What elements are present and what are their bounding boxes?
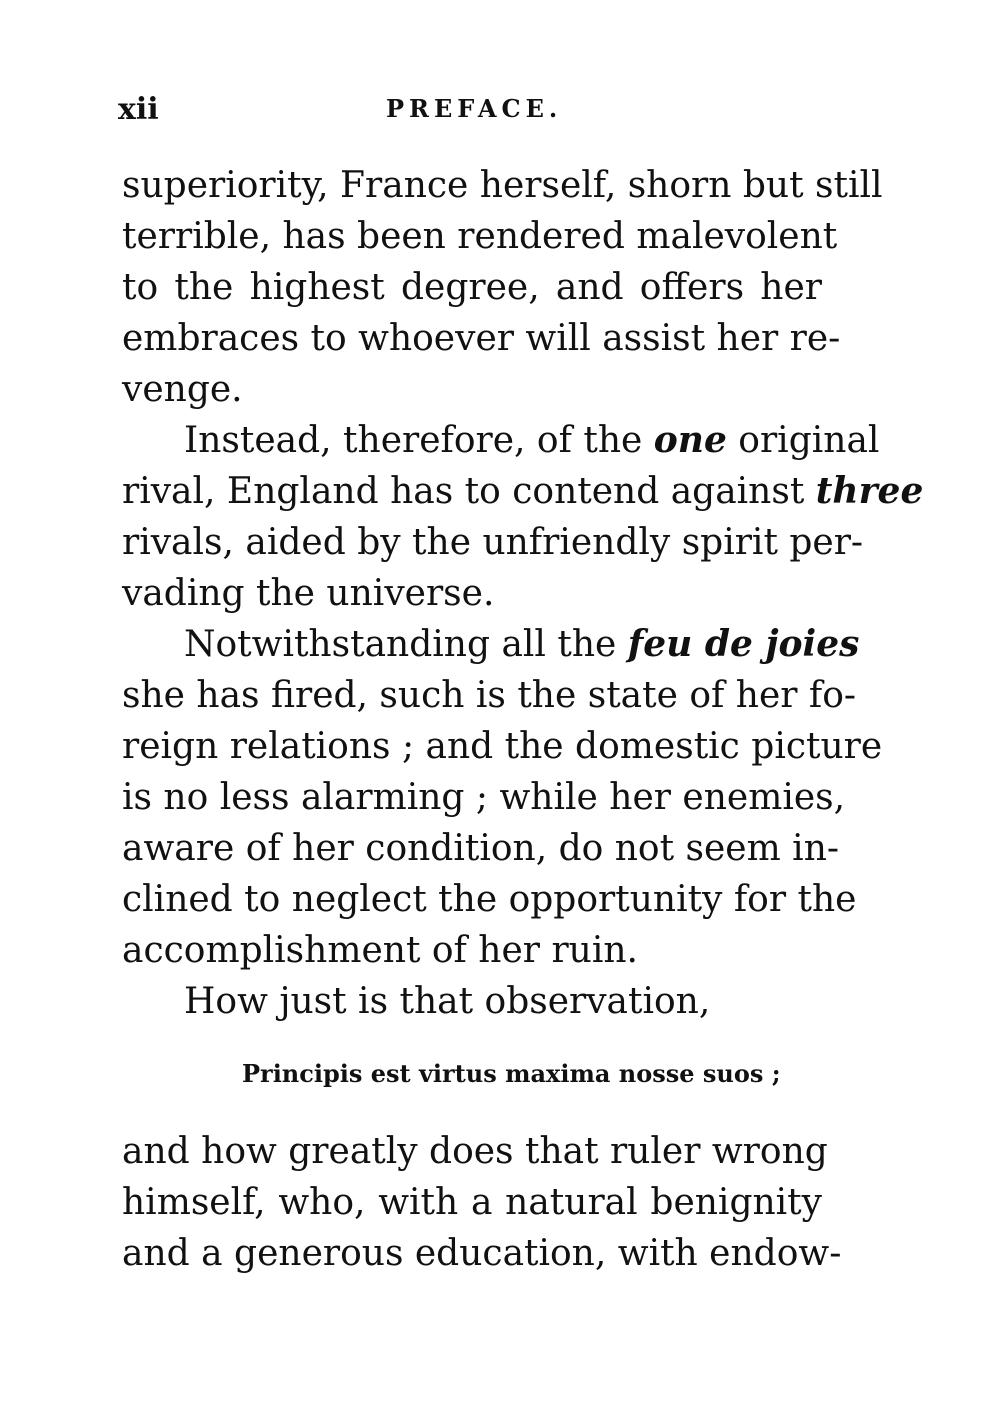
text-line: and a generous education, with endow-	[122, 1233, 842, 1274]
latin-quotation: Principis est virtus maxima nosse suos ;	[242, 1059, 781, 1088]
text-line	[184, 415, 880, 466]
text-line: venge.	[122, 369, 243, 410]
page-number: xii	[118, 92, 159, 127]
text-line: to the highest degree, and offers her	[122, 267, 822, 308]
text-line: she has fired, such is the state of her fo-	[122, 675, 857, 716]
text-line: vading the universe.	[122, 573, 495, 614]
text-line: rivals, aided by the unfriendly spirit per-	[122, 522, 864, 563]
running-title: PREFACE.	[386, 94, 563, 123]
text-line: embraces to whoever will assist her re-	[122, 318, 841, 359]
italic-word: three	[815, 470, 924, 512]
italic-word: one	[653, 419, 727, 461]
text-line	[122, 466, 924, 517]
text-run: original	[726, 420, 880, 461]
text-run: Notwithstanding all the	[184, 624, 628, 665]
text-line: accomplishment of her ruin.	[122, 930, 638, 971]
text-line: himself, who, with a natural benignity	[122, 1182, 822, 1223]
text-run: Instead, therefore, of the	[184, 420, 654, 461]
text-run: rival, England has to contend against	[122, 471, 816, 512]
text-line: terrible, has been rendered malevolent	[122, 216, 838, 257]
italic-phrase: feu de joies	[627, 623, 860, 665]
text-line: reign relations ; and the domestic picture	[122, 726, 883, 767]
text-line: aware of her condition, do not seem in-	[122, 828, 840, 869]
text-line: superiority, France herself, shorn but still	[122, 165, 883, 206]
text-line: How just is that observation,	[184, 981, 711, 1022]
text-line: is no less alarming ; while her enemies,	[122, 777, 846, 818]
text-line: and how greatly does that ruler wrong	[122, 1131, 828, 1172]
page-header	[118, 92, 818, 132]
text-line: clined to neglect the opportunity for the	[122, 879, 857, 920]
text-line	[184, 619, 860, 670]
